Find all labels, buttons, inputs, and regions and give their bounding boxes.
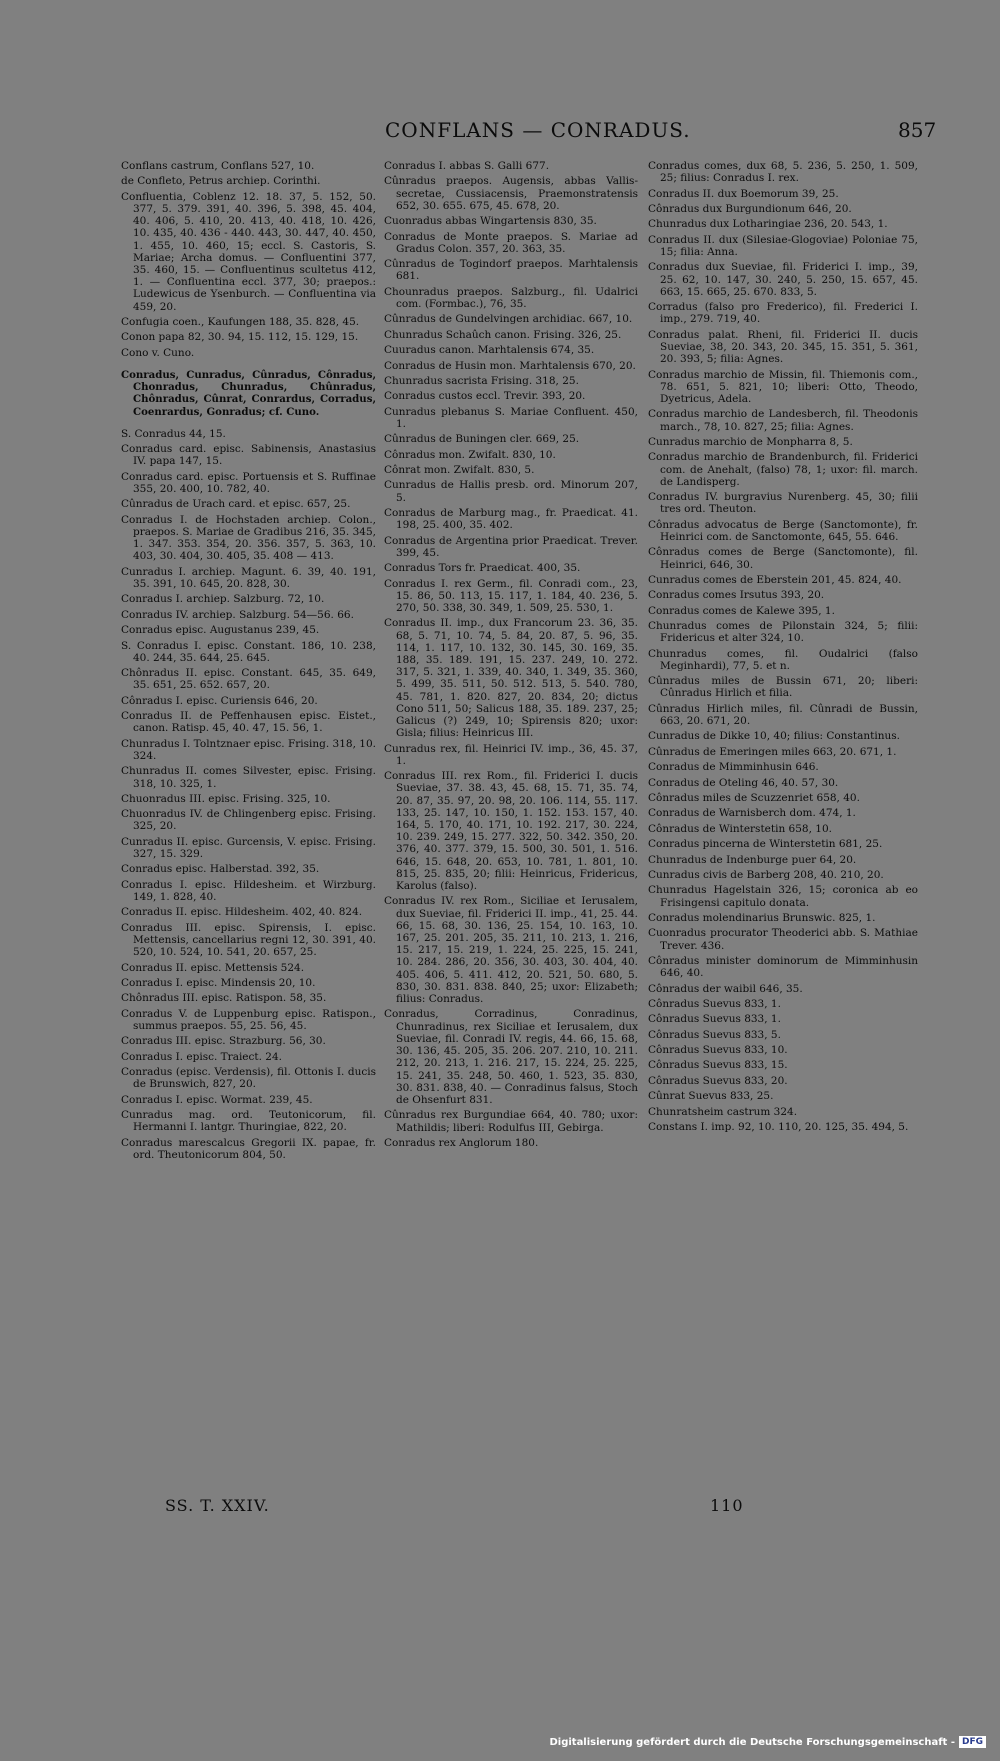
index-entry: Conradus II. episc. Hildesheim. 402, 40. 824. (121, 906, 363, 919)
index-entry: Conradus Tors fr. Praedicat. 400, 35. (384, 562, 581, 575)
index-entry: Cûnradus de Urach card. et episc. 657, 25. (121, 498, 351, 511)
index-entry: Conradus de Warnisberch dom. 474, 1. (648, 807, 856, 820)
index-entry: Chuonradus IV. de Chlingenberg episc. Frising. 325, 20. (121, 808, 376, 833)
index-entry: Cûnradus de Gundelvingen archidiac. 667, 10. (384, 313, 633, 326)
index-entry: Cônradus Suevus 833, 5. (648, 1028, 781, 1041)
index-entry: Chunradus de Indenburge puer 64, 20. (648, 853, 857, 866)
index-entry: Chunradus II. comes Silvester, episc. Frising. 318, 10. 325, 1. (121, 765, 376, 790)
index-entry: Conradus I. de Hochstaden archiep. Colon., praepos. S. Mariae de Gradibus 216, 35. 345, 1. 347. 353. 354, 20. 356. 357, 5. 363, 10. 403, 30. 404, 30. 405, 35. 408 — 413. (121, 513, 376, 563)
index-entry: Conradus pincerna de Winterstetin 681, 25. (648, 838, 883, 851)
index-entry: Conradus card. episc. Portuensis et S. Ruffinae 355, 20. 400, 10. 782, 40. (121, 470, 376, 495)
index-entry: Cunradus rex, fil. Heinrici IV. imp., 36, 45. 37, 1. (384, 742, 638, 767)
index-entry: Conradus II. imp., dux Francorum 23. 36, 35. 68, 5. 71, 10. 74, 5. 84, 20. 87, 5. 96, 35. 114, 1. 117, 10. 132, 30. 145, 30. 169, 35. 188, 35. 189. 191, 15. 237. 249, 10. 272. 317, 5. 321, 1. 339, 40. 340, 1. 349, 35. 360, 5. 499, 35. 511, 50. 512. 513, 5. 540. 780, 45. 781, 1. 820. 827, 20. 834, 20; dictus Cono 511, 50; Salicus 188, 35. 189. 237, 25; Galicus (?) 249, 10; Spirensis 820; uxor: Gisla; filius: Heinricus III. (384, 617, 638, 740)
index-entry: Chunradus dux Lotharingiae 236, 20. 543, 1. (648, 218, 888, 231)
index-entry: Cunradus civis de Barberg 208, 40. 210, 20. (648, 868, 884, 881)
index-entry: Chunradus Schaûch canon. Frising. 326, 25. (384, 328, 622, 341)
index-entry: Chunradus Hagelstain 326, 15; coronica ab eo Frisingensi capitulo donata. (648, 884, 918, 909)
index-entry: Conradus III. episc. Strazburg. 56, 30. (121, 1035, 326, 1048)
index-entry: Conon papa 82, 30. 94, 15. 112, 15. 129, 15. (121, 331, 359, 344)
index-entry: Conradus, Cunradus, Cûnradus, Cônradus, Chonradus, Chunradus, Chûnradus, Chônradus, Cûnrat, Conrardus, Corradus, Coenrardus, Gonradus; cf. Cuno. (121, 368, 376, 418)
index-entry: Cûnrat Suevus 833, 25. (648, 1090, 774, 1103)
index-entry: Conradus V. de Luppenburg episc. Ratispon., summus praepos. 55, 25. 56, 45. (121, 1007, 376, 1033)
index-entry: Confluentia, Coblenz 12. 18. 37, 5. 152, 50. 377, 5. 379. 391, 40. 396, 5. 398, 45. 404, 40. 406, 5. 410, 20. 413, 40. 418, 10. 426, 10. 435, 40. 436 - 440. 443, 30. 447, 40. 450, 1. 455, 10. 460, 15; eccl. S. Castoris, S. Mariae; Archa domus. — Confluentini 377, 35. 460, 15. — Confluentinus scultetus 412, 1. — Confluentina eccl. 377, 30; praepos.: Ludewicus de Ysenburch. — Confluentina via 459, 20. (121, 190, 376, 313)
index-entry: Conradus card. episc. Sabinensis, Anastasius IV. papa 147, 15. (121, 443, 376, 468)
index-entry: Cunradus de Dikke 10, 40; filius: Constantinus. (648, 730, 900, 743)
index-entry: Conradus comes de Kalewe 395, 1. (648, 604, 835, 617)
index-entry: Cônradus mon. Zwifalt. 830, 10. (384, 448, 556, 461)
index-entry: Cuuradus canon. Marhtalensis 674, 35. (384, 344, 595, 357)
index-entry: Cônradus minister dominorum de Mimminhusin 646, 40. (648, 954, 918, 980)
index-entry: Conradus de Oteling 46, 40. 57, 30. (648, 776, 839, 789)
sheet-number: 110 (710, 1496, 744, 1515)
index-entry: Conradus I. episc. Wormat. 239, 45. (121, 1093, 313, 1106)
index-entry: Conradus (episc. Verdensis), fil. Ottonis I. ducis de Brunswich, 827, 20. (121, 1066, 376, 1091)
index-entry: Conradus de Argentina prior Praedicat. Trever. 399, 45. (384, 534, 638, 559)
index-entry: Conradus de Monte praepos. S. Mariae ad Gradus Colon. 357, 20. 363, 35. (384, 230, 638, 255)
credit-text: Digitalisierung gefördert durch die Deutsche Forschungsgemeinschaft - (549, 1736, 955, 1748)
index-entry: Cônradus advocatus de Berge (Sanctomonte), fr. Heinrici com. de Sanctomonte, 645, 55. 646. (648, 518, 918, 543)
index-entry: Conradus molendinarius Brunswic. 825, 1. (648, 911, 876, 924)
index-entry: Cônradus Suevus 833, 20. (648, 1074, 788, 1087)
index-entry: Conradus IV. rex Rom., Siciliae et Ierusalem, dux Sueviae, fil. Friderici II. imp., 41, 25. 44. 66, 15. 68, 30. 136, 25. 154, 10. 163, 10. 167, 25. 201. 205, 35. 211, 10. 213, 1. 216, 15. 217, 15. 219, 1. 224, 25. 225, 15. 241, 10. 284. 286, 20. 356, 30. 403, 30. 404, 40. 405. 406, 5. 411. 412, 20. 521, 50. 680, 5. 830, 30. 831. 838. 840, 25; uxor: Elizabeth; filius: Conradus. (384, 895, 638, 1006)
index-entry: Cônrat mon. Zwifalt. 830, 5. (384, 464, 535, 477)
index-entry: Conradus I. rex Germ., fil. Conradi com., 23, 15. 86, 50. 113, 15. 117, 1. 184, 40. 236, 5. 270, 50. 338, 30. 349, 1. 509, 25. 530, 1. (384, 577, 638, 615)
index-entry: Conradus comes, dux 68, 5. 236, 5. 250, 1. 509, 25; filius: Conradus I. rex. (648, 160, 918, 185)
index-entry: Cûnradus de Emeringen miles 663, 20. 671, 1. (648, 745, 897, 758)
index-entry: Conradus custos eccl. Trevir. 393, 20. (384, 390, 586, 403)
index-entry: Conradus II. dux (Silesiae-Glogoviae) Poloniae 75, 15; filia: Anna. (648, 233, 918, 258)
index-entry: Cunradus II. episc. Gurcensis, V. episc. Frising. 327, 15. 329. (121, 835, 376, 861)
index-entry: Cuonradus procurator Theoderici abb. S. Mathiae Trever. 436. (648, 927, 918, 952)
index-entry: Conradus de Mimminhusin 646. (648, 761, 819, 774)
index-entry: Conradus I. episc. Hildesheim. et Wirzburg. 149, 1. 828, 40. (121, 878, 376, 904)
index-entry: Conradus marchio de Brandenburch, fil. Friderici com. de Anehalt, (falso) 78, 1; uxor: fil. march. de Landisperg. (648, 451, 918, 488)
index-entry: Constans I. imp. 92, 10. 110, 20. 125, 35. 494, 5. (648, 1121, 909, 1134)
index-entry: Conradus I. episc. Mindensis 20, 10. (121, 977, 316, 990)
index-entry: de Confleto, Petrus archiep. Corinthi. (121, 175, 321, 188)
running-header (0, 118, 1000, 148)
index-entry: Conradus I. archiep. Salzburg. 72, 10. (121, 593, 325, 606)
index-entry: Cono v. Cuno. (121, 346, 195, 359)
index-entry: Chunradus sacrista Frising. 318, 25. (384, 374, 579, 387)
index-entry: Cunradus mag. ord. Teutonicorum, fil. Hermanni I. lantgr. Thuringiae, 822, 20. (121, 1109, 376, 1134)
page-title: CONFLANS — CONRADUS. (385, 118, 691, 142)
index-entry: Conradus II. de Peffenhausen episc. Eistet., canon. Ratisp. 45, 40. 47, 15. 56, 1. (121, 710, 376, 735)
index-entry: S. Conradus 44, 15. (121, 427, 226, 440)
index-entry: Conradus I. episc. Traiect. 24. (121, 1050, 282, 1063)
index-entry: Cônradus de Winterstetin 658, 10. (648, 822, 832, 835)
index-entry: Cunradus de Hallis presb. ord. Minorum 207, 5. (384, 479, 638, 504)
index-entry: Cûnradus rex Burgundiae 664, 40. 780; uxor: Mathildis; liberi: Rodulfus III, Gebirga. (384, 1109, 638, 1134)
index-entry: Conradus I. abbas S. Galli 677. (384, 160, 550, 172)
dfg-logo: DFG (959, 1736, 986, 1748)
index-entry: Cônradus Suevus 833, 1. (648, 997, 781, 1010)
index-entry: Cônradus comes de Berge (Sanctomonte), fil. Heinrici, 646, 30. (648, 546, 918, 571)
index-entry: Cônradus dux Burgundionum 646, 20. (648, 202, 852, 215)
index-entry: Chunratsheim castrum 324. (648, 1105, 798, 1118)
index-entry: Conradus IV. burgravius Nurenberg. 45, 30; filii tres ord. Theuton. (648, 491, 918, 516)
index-entry: Corradus (falso pro Frederico), fil. Frederici I. imp., 279. 719, 40. (648, 301, 918, 326)
index-entry: Cunradus comes de Eberstein 201, 45. 824, 40. (648, 573, 902, 586)
index-entry: Chounradus praepos. Salzburg., fil. Udalrici com. (Formbac.), 76, 35. (384, 285, 638, 310)
index-entry: Cônradus miles de Scuzzenriet 658, 40. (648, 792, 860, 805)
index-entry: Chunradus I. Tolntznaer episc. Frising. 318, 10. 324. (121, 737, 376, 762)
index-column-3 (648, 160, 918, 1136)
index-entry: Conradus, Corradinus, Conradinus, Chunradinus, rex Siciliae et Ierusalem, dux Sueviae, fil. Conradi IV. regis, 44. 66, 15. 68, 30. 136, 45. 205, 35. 206. 207. 210, 10. 211. 212, 20. 213, 1. 216. 217, 15. 224, 25. 225, 15. 241, 35. 248, 50. 460, 1. 523, 35. 830, 30. 831. 838, 40. — Conradinus falsus, Stoch de Ohsenfurt 831. (384, 1008, 638, 1106)
index-entry: Chunradus comes de Pilonstain 324, 5; filii: Fridericus et alter 324, 10. (648, 620, 918, 645)
index-entry: Conradus marescalcus Gregorii IX. papae, fr. ord. Theutonicorum 804, 50. (121, 1136, 376, 1161)
index-entry: Cuonradus abbas Wingartensis 830, 35. (384, 215, 597, 228)
index-entry: Chuonradus III. episc. Frising. 325, 10. (121, 792, 331, 805)
page-number: 857 (898, 118, 937, 142)
index-entry: Cûnradus de Buningen cler. 669, 25. (384, 433, 580, 446)
index-entry: Conradus marchio de Missin, fil. Thiemonis com., 78. 651, 5. 821, 10; liberi: Otto, Theodo, Dyetricus, Adela. (648, 368, 918, 405)
index-entry: Conradus II. episc. Mettensis 524. (121, 961, 305, 974)
digitization-credit (549, 1734, 986, 1750)
index-entry: Cûnradus miles de Bussin 671, 20; liberi: Cûnradus Hirlich et filia. (648, 675, 918, 700)
index-entry: Chunradus comes, fil. Oudalrici (falso Meginhardi), 77, 5. et n. (648, 647, 918, 672)
index-entry: Cûnradus Hirlich miles, fil. Cûnradi de Bussin, 663, 20. 671, 20. (648, 702, 918, 728)
index-column-1 (121, 160, 376, 1164)
index-entry: Chônradus III. episc. Ratispon. 58, 35. (121, 992, 327, 1005)
index-entry: Cônradus I. episc. Curiensis 646, 20. (121, 694, 318, 707)
index-entry: Cunradus I. archiep. Magunt. 6. 39, 40. 191, 35. 391, 10. 645, 20. 828, 30. (121, 565, 376, 590)
index-entry: Cûnradus praepos. Augensis, abbas Vallis-secretae, Cussiacensis, Praemonstratensis 652, 30. 655. 675, 45. 678, 20. (384, 175, 638, 212)
index-entry: Conflans castrum, Conflans 527, 10. (121, 160, 315, 172)
index-entry: Cônradus Suevus 833, 1. (648, 1013, 781, 1026)
index-entry: Conradus episc. Augustanus 239, 45. (121, 624, 320, 637)
index-entry: Conradus III. rex Rom., fil. Friderici I. ducis Sueviae, 37. 38. 43, 45. 68, 15. 71, 35. 74, 20. 87, 35. 97, 20. 98, 20. 106. 114, 55. 117. 133, 25. 147, 10. 150, 1. 152. 153. 157, 40. 164, 5. 170, 40. 171, 10. 192. 217, 30. 224, 10. 239. 249, 15. 277. 322, 50. 342. 350, 20. 376, 40. 377. 379, 15. 500, 30. 501, 1. 516. 646, 15. 648, 20. 653, 10. 781, 1. 801, 10. 815, 25. 835, 20; filii: Heinricus, Fridericus, Karolus (falso). (384, 770, 638, 893)
index-entry: Cônradus Suevus 833, 15. (648, 1059, 788, 1072)
index-entry: Confugia coen., Kaufungen 188, 35. 828, 45. (121, 316, 360, 328)
index-entry: Conradus episc. Halberstad. 392, 35. (121, 863, 320, 876)
index-entry: Conradus marchio de Landesberch, fil. Theodonis march., 78, 10. 827, 25; filia: Agnes. (648, 408, 918, 433)
index-entry: S. Conradus I. episc. Constant. 186, 10. 238, 40. 244, 35. 644, 25. 645. (121, 639, 376, 664)
index-entry: Cunradus marchio de Monpharra 8, 5. (648, 435, 853, 448)
index-entry: Conradus de Husin mon. Marhtalensis 670, 20. (384, 359, 636, 372)
index-entry: Conradus III. episc. Spirensis, I. episc. Mettensis, cancellarius regni 12, 30. 391, 40. 520, 10. 524, 10. 541, 20. 657, 25. (121, 921, 376, 959)
index-entry: Cunradus plebanus S. Mariae Confluent. 450, 1. (384, 405, 638, 430)
index-entry: Cûnradus de Togindorf praepos. Marhtalensis 681. (384, 258, 638, 283)
index-entry: Conradus IV. archiep. Salzburg. 54—56. 66. (121, 608, 354, 621)
index-entry: Conradus palat. Rheni, fil. Friderici II. ducis Sueviae, 38, 20. 343, 20. 345, 15. 351, 5. 361, 20. 393, 5; filia: Agnes. (648, 328, 918, 366)
index-entry: Conradus II. dux Boemorum 39, 25. (648, 187, 839, 200)
volume-signature: SS. T. XXIV. (165, 1496, 270, 1515)
index-entry: Conradus dux Sueviae, fil. Friderici I. imp., 39, 25. 62, 10. 147, 30. 240, 5. 250, 15. 657, 45. 663, 15. 665, 25. 670. 833, 5. (648, 261, 918, 298)
index-entry: Conradus comes Irsutus 393, 20. (648, 589, 825, 602)
index-entry: Chônradus II. episc. Constant. 645, 35. 649, 35. 651, 25. 652. 657, 20. (121, 667, 376, 692)
index-entry: Cônradus der waibil 646, 35. (648, 982, 803, 995)
index-entry: Conradus rex Anglorum 180. (384, 1136, 539, 1149)
index-entry: Conradus de Marburg mag., fr. Praedicat. 41. 198, 25. 400, 35. 402. (384, 507, 638, 532)
index-column-2 (384, 160, 638, 1152)
index-entry: Cônradus Suevus 833, 10. (648, 1044, 788, 1057)
